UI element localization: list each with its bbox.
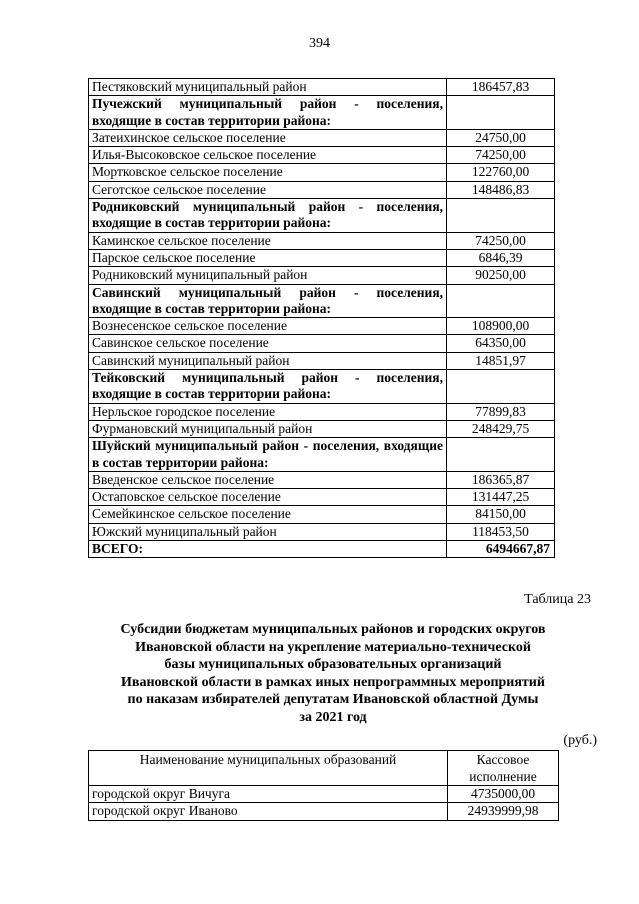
subsidy-value bbox=[447, 96, 555, 130]
table-row bbox=[89, 403, 555, 420]
table-row bbox=[89, 129, 555, 146]
subsidy-value: 122760,00 bbox=[447, 164, 555, 181]
section-title-line: по наказам избирателей депутатам Ивановской областной Думы bbox=[127, 692, 539, 707]
subsidy-value: 74250,00 bbox=[447, 147, 555, 164]
group-header-name: Савинский муниципальный район - поселения, входящие в состав территории района: bbox=[89, 284, 447, 318]
subsidy-value: 6846,39 bbox=[447, 249, 555, 266]
table-row bbox=[89, 786, 559, 803]
subsidy-value bbox=[447, 370, 555, 404]
table-header-row bbox=[89, 751, 559, 786]
table-row bbox=[89, 181, 555, 198]
group-header-row bbox=[89, 96, 555, 130]
execution-value: 24939999,98 bbox=[448, 803, 559, 820]
municipality-name: городской округ Вичуга bbox=[89, 786, 448, 803]
group-header-row bbox=[89, 284, 555, 318]
municipality-name: городской округ Иваново bbox=[89, 803, 448, 820]
group-header-name: Шуйский муниципальный район - поселения, входящие в состав территории района: bbox=[89, 438, 447, 472]
subsidy-value: 186365,87 bbox=[447, 471, 555, 488]
municipality-name: Каминское сельское поселение bbox=[89, 232, 447, 249]
municipality-name: Пестяковский муниципальный район bbox=[89, 79, 447, 96]
group-header-name: Тейковский муниципальный район - поселения, входящие в состав территории района: bbox=[89, 370, 447, 404]
column-header-execution: Кассовое исполнение bbox=[448, 751, 559, 786]
subsidy-value: 77899,83 bbox=[447, 403, 555, 420]
group-header-row bbox=[89, 370, 555, 404]
municipality-name: Семейкинское сельское поселение bbox=[89, 506, 447, 523]
section-title-line: Субсидии бюджетам муниципальных районов и городских округов bbox=[120, 622, 546, 637]
table-row bbox=[89, 420, 555, 437]
total-row bbox=[89, 541, 555, 558]
section-title bbox=[68, 621, 598, 726]
municipality-name: Южский муниципальный район bbox=[89, 523, 447, 540]
total-label: ВСЕГО: bbox=[89, 541, 447, 558]
municipality-name: Савинское сельское поселение bbox=[89, 335, 447, 352]
table-row bbox=[89, 489, 555, 506]
subsidy-value: 24750,00 bbox=[447, 129, 555, 146]
table-row bbox=[89, 249, 555, 266]
section-title-line: за 2021 год bbox=[299, 709, 367, 725]
table-row bbox=[89, 506, 555, 523]
group-header-name: Пучежский муниципальный район - поселения, входящие в состав территории района: bbox=[89, 96, 447, 130]
subsidy-value: 84150,00 bbox=[447, 506, 555, 523]
subsidy-table-body bbox=[89, 79, 555, 558]
table-row bbox=[89, 318, 555, 335]
section-title-line: Ивановской области в рамках иных непрограммных мероприятий bbox=[121, 674, 545, 690]
municipality-name: Родниковский муниципальный район bbox=[89, 267, 447, 284]
subsidy-value: 64350,00 bbox=[447, 335, 555, 352]
table-row bbox=[89, 471, 555, 488]
municipality-name: Нерльское городское поселение bbox=[89, 403, 447, 420]
municipality-name: Мортковское сельское поселение bbox=[89, 164, 447, 181]
table-row bbox=[89, 803, 559, 820]
table-row bbox=[89, 79, 555, 96]
group-header-row bbox=[89, 199, 555, 233]
section-title-line: базы муниципальных образовательных организаций bbox=[164, 657, 502, 672]
execution-table bbox=[88, 750, 559, 821]
subsidy-value: 131447,25 bbox=[447, 489, 555, 506]
subsidy-value: 90250,00 bbox=[447, 267, 555, 284]
table-row bbox=[89, 352, 555, 369]
table-row bbox=[89, 335, 555, 352]
subsidy-value: 148486,83 bbox=[447, 181, 555, 198]
municipality-name: Остаповское сельское поселение bbox=[89, 489, 447, 506]
subsidy-value bbox=[447, 199, 555, 233]
page-number: 394 bbox=[309, 36, 330, 51]
table-caption: Таблица 23 bbox=[524, 592, 591, 607]
subsidy-value: 108900,00 bbox=[447, 318, 555, 335]
municipality-name: Сеготское сельское поселение bbox=[89, 181, 447, 198]
subsidy-value: 186457,83 bbox=[447, 79, 555, 96]
total-value: 6494667,87 bbox=[447, 541, 555, 558]
table-row bbox=[89, 523, 555, 540]
group-header-name: Родниковский муниципальный район - поселения, входящие в состав территории района: bbox=[89, 199, 447, 233]
table-row bbox=[89, 147, 555, 164]
municipality-name: Затеихинское сельское поселение bbox=[89, 129, 447, 146]
subsidy-value bbox=[447, 284, 555, 318]
execution-value: 4735000,00 bbox=[448, 786, 559, 803]
municipality-name: Савинский муниципальный район bbox=[89, 352, 447, 369]
subsidy-value: 74250,00 bbox=[447, 232, 555, 249]
municipality-name: Введенское сельское поселение bbox=[89, 471, 447, 488]
subsidy-value bbox=[447, 438, 555, 472]
municipality-name: Парское сельское поселение bbox=[89, 249, 447, 266]
subsidy-table bbox=[88, 78, 555, 558]
table-row bbox=[89, 267, 555, 284]
municipality-name: Вознесенское сельское поселение bbox=[89, 318, 447, 335]
municipality-name: Фурмановский муниципальный район bbox=[89, 420, 447, 437]
subsidy-value: 14851,97 bbox=[447, 352, 555, 369]
column-header-name: Наименование муниципальных образований bbox=[89, 751, 448, 786]
subsidy-value: 248429,75 bbox=[447, 420, 555, 437]
section-title-line: Ивановской области на укрепление материально-технической bbox=[135, 639, 531, 655]
municipality-name: Илья-Высоковское сельское поселение bbox=[89, 147, 447, 164]
table-row bbox=[89, 164, 555, 181]
table-row bbox=[89, 232, 555, 249]
subsidy-value: 118453,50 bbox=[447, 523, 555, 540]
group-header-row bbox=[89, 438, 555, 472]
unit-label: (руб.) bbox=[563, 733, 597, 748]
